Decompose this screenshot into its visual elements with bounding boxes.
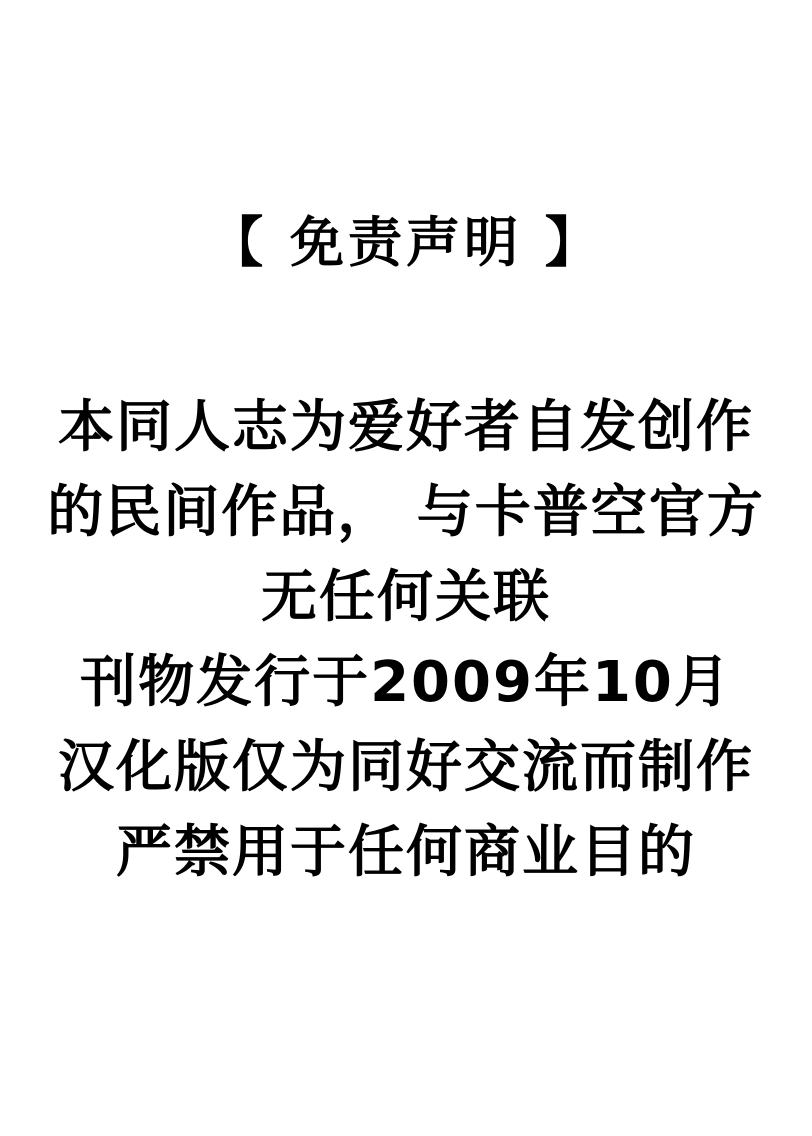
disclaimer-line: 刊物发行于2009年10月 [80, 650, 732, 715]
disclaimer-line: 本同人志为爱好者自发创作 [58, 395, 754, 460]
disclaimer-line: 无任何关联 [261, 565, 551, 630]
disclaimer-title: 【 免责声明 】 [209, 211, 603, 274]
disclaimer-line: 汉化版仅为同好交流而制作 [58, 735, 754, 800]
disclaimer-line: 的民间作品， 与卡普空官方 [47, 480, 765, 545]
disclaimer-line: 严禁用于任何商业目的 [116, 820, 696, 885]
disclaimer-body [0, 385, 812, 895]
